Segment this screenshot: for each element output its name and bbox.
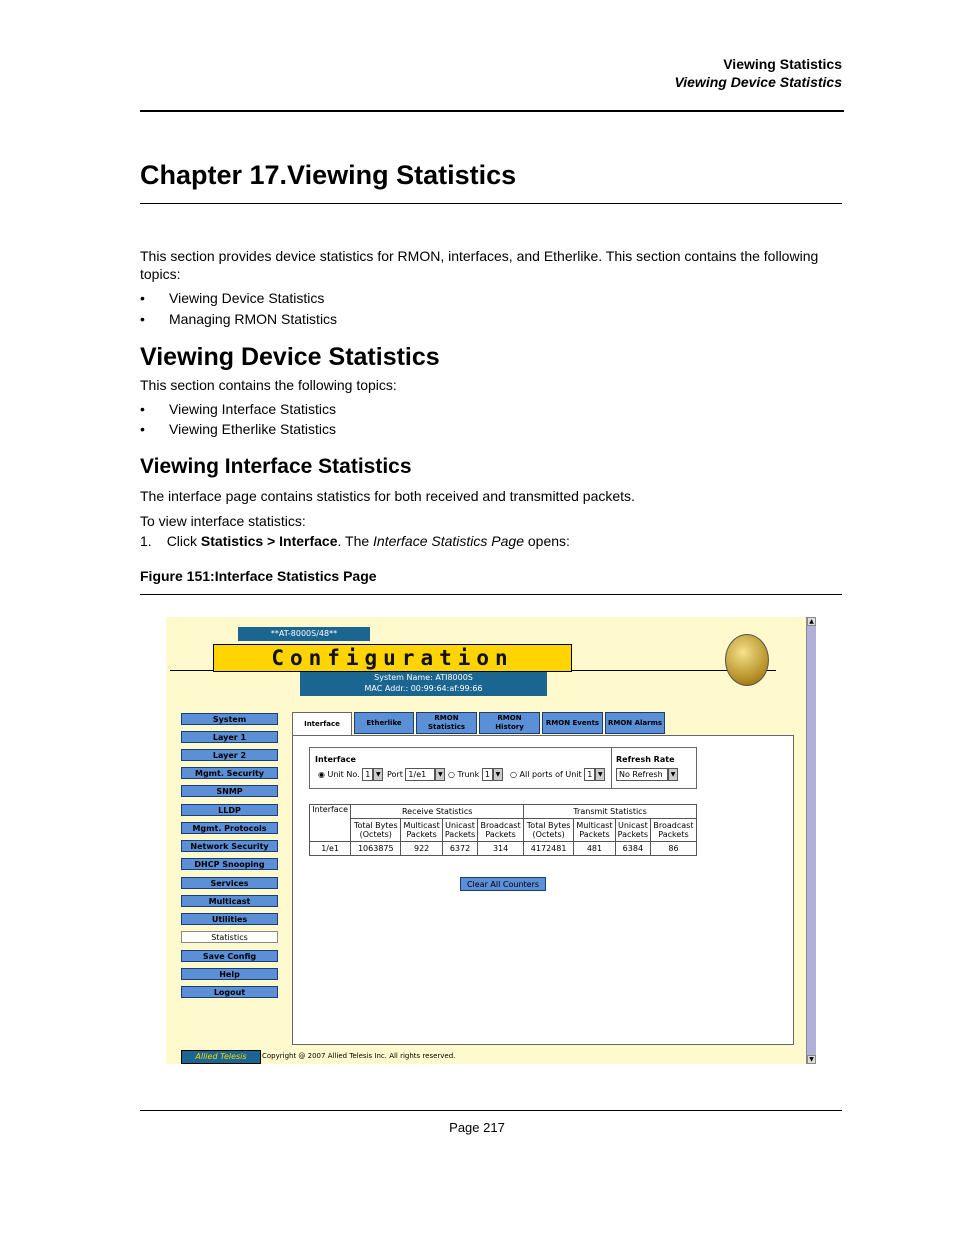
intro-paragraph: This section provides device statistics for RMON, interfaces, and Etherlike. This section contains the following topics: <box>140 248 819 282</box>
interface-statistics-screenshot <box>166 617 816 1064</box>
receive-header: Receive Statistics <box>351 805 524 819</box>
nav-item[interactable]: Utilities <box>181 913 278 925</box>
table-cell: 6384 <box>615 842 650 856</box>
interface-column-header: Interface <box>310 805 351 842</box>
column-header: Unicast Packets <box>442 819 477 842</box>
figure-rule <box>140 594 842 595</box>
table-cell: 86 <box>650 842 696 856</box>
transmit-header: Transmit Statistics <box>524 805 697 819</box>
table-cell: 481 <box>574 842 616 856</box>
column-header: Broadcast Packets <box>650 819 696 842</box>
refresh-select[interactable]: No Refresh <box>616 768 668 781</box>
refresh-label: Refresh Rate <box>616 755 675 764</box>
chapter-title: Chapter 17.Viewing Statistics <box>140 160 517 190</box>
column-header: Total Bytes (Octets) <box>524 819 574 842</box>
chevron-down-icon[interactable]: ▼ <box>493 768 503 781</box>
tab[interactable]: RMON History <box>479 712 540 734</box>
table-row <box>310 842 697 856</box>
table-cell: 922 <box>401 842 443 856</box>
header-rule <box>140 110 844 112</box>
tab[interactable]: RMON Events <box>542 712 603 734</box>
table-cell: 1/e1 <box>310 842 351 856</box>
trunk-select[interactable]: 1 <box>482 768 493 781</box>
config-title: Configuration <box>213 644 572 672</box>
refresh-field[interactable] <box>616 768 678 781</box>
nav-item[interactable]: DHCP Snooping <box>181 858 278 870</box>
table-cell: 6372 <box>442 842 477 856</box>
step-1: 1. Click Statistics > Interface. The Interface Statistics Page opens: <box>140 533 570 549</box>
nav-item[interactable]: Logout <box>181 986 278 998</box>
unit-radio[interactable]: ◉ Unit No. 1 ▼ <box>318 768 383 781</box>
table-cell: 314 <box>478 842 524 856</box>
statistics-table <box>309 804 697 856</box>
tab[interactable]: Etherlike <box>354 712 414 734</box>
filter-divider <box>611 748 612 788</box>
figure-caption: Figure 151:Interface Statistics Page <box>140 568 377 584</box>
allports-radio[interactable]: ○ All ports of Unit 1 ▼ <box>510 768 605 781</box>
chevron-down-icon[interactable]: ▼ <box>435 768 445 781</box>
clear-all-counters-button[interactable]: Clear All Counters <box>460 877 546 891</box>
running-header-chapter: Viewing Statistics <box>723 56 842 72</box>
nav-item[interactable]: SNMP <box>181 785 278 797</box>
column-header: Total Bytes (Octets) <box>351 819 401 842</box>
chevron-down-icon[interactable]: ▼ <box>595 768 605 781</box>
nav-item[interactable]: System <box>181 713 278 725</box>
chevron-down-icon[interactable]: ▼ <box>668 768 678 781</box>
allports-select[interactable]: 1 <box>584 768 595 781</box>
port-field[interactable]: Port 1/e1 ▼ <box>387 768 445 781</box>
nav-item[interactable]: Network Security <box>181 840 278 852</box>
tab[interactable]: Interface <box>292 712 352 736</box>
nav-item[interactable]: Layer 2 <box>181 749 278 761</box>
vertical-scrollbar[interactable] <box>806 617 816 1064</box>
table-cell: 1063875 <box>351 842 401 856</box>
content-panel <box>292 735 794 1045</box>
column-header: Broadcast Packets <box>478 819 524 842</box>
subsection-heading: Viewing Interface Statistics <box>140 455 412 478</box>
page-number: Page 217 <box>449 1120 505 1135</box>
globe-icon <box>725 634 769 686</box>
chapter-rule <box>140 203 842 204</box>
nav-item[interactable]: Save Config <box>181 950 278 962</box>
device-tag: **AT-8000S/48** <box>238 627 370 641</box>
section-heading: Viewing Device Statistics <box>140 343 440 371</box>
tab[interactable]: RMON Statistics <box>416 712 477 734</box>
nav-item[interactable]: Mgmt. Security <box>181 767 278 779</box>
scroll-down-icon[interactable]: ▼ <box>807 1055 816 1064</box>
running-header-section: Viewing Device Statistics <box>674 74 842 90</box>
table-cell: 4172481 <box>524 842 574 856</box>
nav-item[interactable]: Statistics <box>181 931 278 943</box>
unit-select[interactable]: 1 <box>362 768 373 781</box>
footer-rule <box>140 1110 842 1111</box>
nav-item[interactable]: Layer 1 <box>181 731 278 743</box>
nav-item[interactable]: Multicast <box>181 895 278 907</box>
section-paragraph: This section contains the following topics: <box>140 377 397 393</box>
copyright-text: Copyright @ 2007 Allied Telesis Inc. All rights reserved. <box>262 1052 456 1060</box>
nav-item[interactable]: Services <box>181 877 278 889</box>
filter-box <box>309 747 697 789</box>
nav-item[interactable]: Help <box>181 968 278 980</box>
chevron-down-icon[interactable]: ▼ <box>373 768 383 781</box>
column-header: Unicast Packets <box>615 819 650 842</box>
to-view-text: To view interface statistics: <box>140 513 306 529</box>
port-select[interactable]: 1/e1 <box>405 768 435 781</box>
column-header: Multicast Packets <box>401 819 443 842</box>
trunk-radio[interactable]: ○ Trunk 1 ▼ <box>448 768 503 781</box>
interface-label: Interface <box>315 755 356 764</box>
nav-item[interactable]: LLDP <box>181 804 278 816</box>
allied-telesis-logo: Allied Telesis <box>181 1050 261 1064</box>
subsection-paragraph: The interface page contains statistics for both received and transmitted packets. <box>140 488 635 504</box>
nav-item[interactable]: Mgmt. Protocols <box>181 822 278 834</box>
tab[interactable]: RMON Alarms <box>605 712 665 734</box>
system-info: System Name: ATI8000S MAC Addr.: 00:99:64:af:99:66 <box>300 672 547 696</box>
scroll-up-icon[interactable]: ▲ <box>807 617 816 626</box>
column-header: Multicast Packets <box>574 819 616 842</box>
